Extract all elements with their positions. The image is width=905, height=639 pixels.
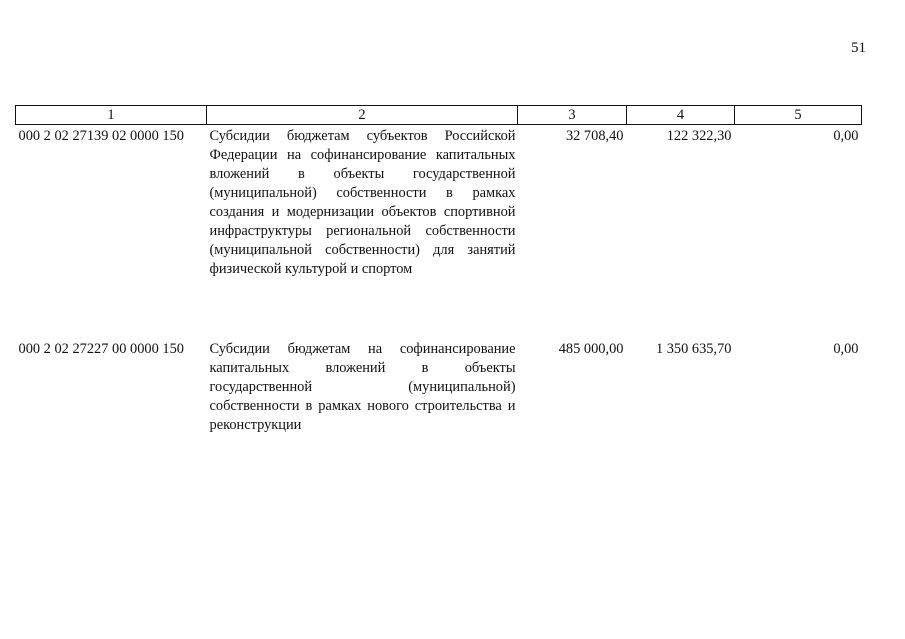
amount-col4-cell: 122 322,30 (666, 128, 732, 144)
column-header-2: 2 (207, 106, 518, 125)
table-header-row (16, 106, 862, 125)
description-cell: Субсидии бюджетам на софинансирование капитальных вложений в объекты государственной (муниципальной) собственности в рамках нового строительства и реконструкции (209, 341, 516, 433)
column-header-1: 1 (16, 106, 207, 125)
budget-table (15, 105, 862, 435)
amount-col5-cell: 0,00 (833, 341, 859, 357)
amount-col4-cell: 1 350 635,70 (655, 341, 732, 357)
amount-col3-cell: 485 000,00 (558, 341, 624, 357)
budget-code-cell: 000 2 02 27227 00 0000 150 (18, 341, 184, 357)
amount-col3-cell: 32 708,40 (565, 128, 624, 144)
description-cell: Субсидии бюджетам субъектов Российской Федерации на софинансирование капитальных вложений в объекты государственной (муниципальной) собственности в рамках создания и модернизации объектов спортивной инфраструктуры региональной собственности (муниципальной собственности) для занятий физической культурой и спортом (209, 128, 516, 277)
budget-code-cell: 000 2 02 27139 02 0000 150 (18, 128, 184, 144)
page-number: 51 (851, 40, 866, 56)
column-header-5: 5 (735, 106, 862, 125)
column-header-4: 4 (627, 106, 735, 125)
amount-col5-cell: 0,00 (833, 128, 859, 144)
table-row (16, 125, 862, 339)
column-header-3: 3 (518, 106, 627, 125)
table-row (16, 338, 862, 435)
